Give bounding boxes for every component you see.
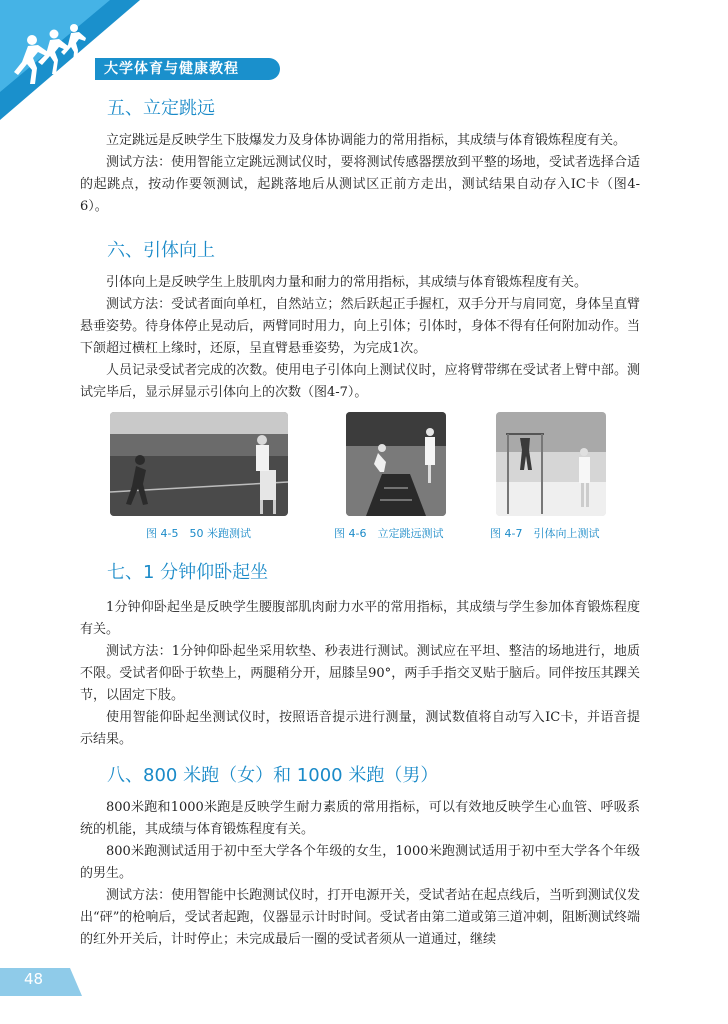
- photo-standing-jump: [346, 412, 446, 516]
- section-title-distance-run: 八、800 米跑（女）和 1000 米跑（男）: [107, 765, 439, 786]
- section-title-sit-up: 七、1 分钟仰卧起坐: [107, 562, 269, 583]
- book-title: 大学体育与健康教程: [104, 61, 239, 77]
- paragraph: 测试方法：1分钟仰卧起坐采用软垫、秒表进行测试。测试应在平坦、整洁的场地进行，地质不限。受试者仰卧于软垫上，两腿稍分开，屈膝呈90°，两手手指交叉贴于脑后。同伴按压其踝关节，以固定下肢。: [80, 644, 640, 703]
- page-number: 48: [24, 970, 44, 988]
- section-body-sit-up: [80, 597, 640, 751]
- section-title-standing-jump: 五、立定跳远: [107, 98, 215, 119]
- figure-caption: 图 4-5 50 米跑测试: [146, 527, 251, 540]
- paragraph: 引体向上是反映学生上肢肌肉力量和耐力的常用指标，其成绩与体育锻炼程度有关。: [106, 275, 588, 290]
- paragraph: 人员记录受试者完成的次数。使用电子引体向上测试仪时，应将臂带绑在受试者上臂中部。测试完毕后，显示屏显示引体向上的次数（图4-7）。: [80, 363, 640, 400]
- section-body-pull-up: [80, 272, 640, 404]
- paragraph: 立定跳远是反映学生下肢爆发力及身体协调能力的常用指标，其成绩与体育锻炼程度有关。: [106, 133, 627, 148]
- photo-50m-run: [110, 412, 288, 516]
- paragraph: 测试方法：使用智能中长跑测试仪时，打开电源开关，受试者站在起点线后，当听到测试仪发出“砰”的枪响后，受试者起跑，仪器显示计时时间。受试者由第二道或第三道冲刺，阻断测试终端的红外开关后，计时停止；未完成最后一圈的受试者须从一道通过，继续: [80, 888, 640, 947]
- paragraph: 测试方法：受试者面向单杠，自然站立；然后跃起正手握杠，双手分开与肩同宽，身体呈直臂悬垂姿势。待身体停止晃动后，两臂同时用力，向上引体；引体时，身体不得有任何附加动作。当下颌超过横杠上缘时，还原，呈直臂悬垂姿势，为完成1次。: [80, 297, 640, 356]
- paragraph: 800米跑测试适用于初中至大学各个年级的女生，1000米跑测试适用于初中至大学各个年级的男生。: [80, 844, 640, 881]
- figure-caption: 图 4-7 引体向上测试: [490, 527, 600, 540]
- paragraph: 1分钟仰卧起坐是反映学生腰腹部肌肉耐力水平的常用指标，其成绩与学生参加体育锻炼程度有关。: [80, 600, 640, 637]
- figure-caption: 图 4-6 立定跳远测试: [334, 527, 444, 540]
- paragraph: 测试方法：使用智能立定跳远测试仪时，要将测试传感器摆放到平整的场地，受试者选择合适的起跳点，按动作要领测试，起跳落地后从测试区正前方走出，测试结果自动存入IC卡（图4-6）。: [80, 155, 640, 214]
- photo-pull-up: [496, 412, 606, 516]
- paragraph: 使用智能仰卧起坐测试仪时，按照语音提示进行测量，测试数值将自动写入IC卡，并语音提示结果。: [80, 710, 640, 747]
- paragraph: 800米跑和1000米跑是反映学生耐力素质的常用指标，可以有效地反映学生心血管、呼吸系统的机能，其成绩与体育锻炼程度有关。: [80, 800, 640, 837]
- section-title-pull-up: 六、引体向上: [107, 240, 215, 261]
- section-body-distance-run: [80, 797, 640, 951]
- section-body-standing-jump: [80, 130, 640, 218]
